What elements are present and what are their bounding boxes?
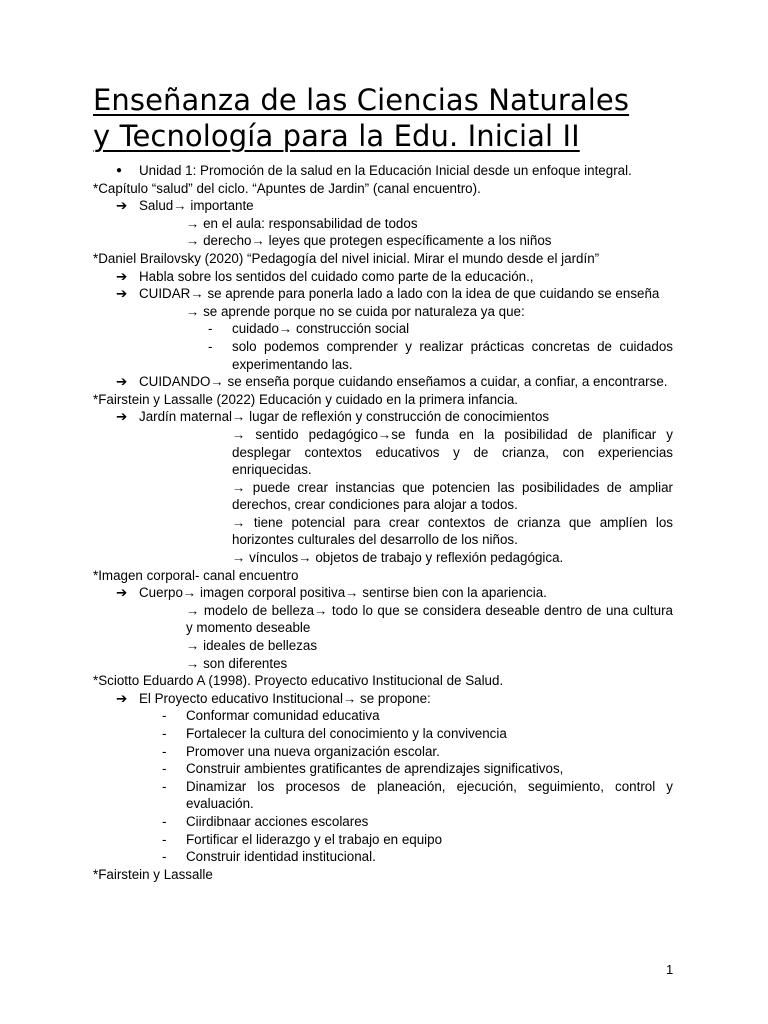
content-line: [93, 567, 673, 585]
content-text: Cuerpo→ imagen corporal positiva→ sentirse bien con la apariencia.: [139, 585, 547, 601]
arrow-bullet-icon: ➔: [116, 286, 128, 302]
content-line: [93, 250, 673, 268]
arrow-bullet-icon: ➔: [116, 409, 128, 425]
content-line: [116, 268, 673, 286]
dash-marker: -: [162, 778, 167, 794]
content-text: Construir ambientes gratificantes de aprendizajes significativos,: [186, 761, 564, 777]
content-line: [162, 813, 673, 831]
dash-marker: -: [162, 726, 167, 741]
content-text: Fortificar el liderazgo y el trabajo en equipo: [186, 831, 443, 847]
content-text: Salud→ importante: [139, 198, 254, 214]
content-text: *Fairstein y Lassalle (2022) Educación y cuidado en la primera infancia.: [93, 391, 519, 407]
content-text: → en el aula: responsabilidad de todos: [186, 215, 418, 231]
content-line: [232, 549, 673, 567]
arrow-bullet-icon: ➔: [116, 198, 128, 214]
content-text: → son diferentes: [186, 655, 288, 671]
content-text: → derecho→ leyes que protegen específicamente a los niños: [186, 233, 552, 249]
content-line: [232, 426, 673, 479]
content-text: → modelo de belleza→ todo lo que se considera deseable dentro de una cultura y momento deseable: [186, 602, 673, 636]
content-line: [162, 743, 673, 761]
content-line: [162, 778, 673, 813]
content-line: [162, 725, 673, 743]
content-text: → puede crear instancias que potencien las posibilidades de ampliar derechos, crear condiciones para alojar a todos.: [232, 479, 673, 513]
content-line: [208, 320, 673, 338]
content-line: [116, 285, 673, 303]
content-text: CUIDANDO→ se enseña porque cuidando enseñamos a cuidar, a confiar, a encontrarse.: [139, 374, 668, 390]
dash-marker: -: [162, 761, 167, 777]
content-line: [186, 655, 673, 673]
arrow-bullet-icon: ➔: [116, 374, 128, 390]
content-text: *Fairstein y Lassalle: [93, 866, 213, 882]
dash-marker: -: [162, 849, 167, 865]
arrow-bullet-icon: ➔: [116, 268, 128, 284]
content-line: [162, 831, 673, 849]
bullet-icon: ●: [116, 165, 123, 176]
arrow-bullet-icon: ➔: [116, 585, 128, 601]
content-line: [186, 303, 673, 321]
content-text: → se aprende porque no se cuida por naturaleza ya que:: [186, 303, 525, 319]
content-line: [116, 408, 673, 426]
content-line: [116, 373, 673, 391]
content-text: Dinamizar los procesos de planeación, ejecución, seguimiento, control y evaluación.: [186, 778, 673, 812]
content-text: *Imagen corporal- canal encuentro: [93, 567, 299, 583]
content-line: [162, 760, 673, 778]
content-line: [93, 672, 673, 690]
content-text: Unidad 1: Promoción de la salud en la Educación Inicial desde un enfoque integral.: [139, 163, 632, 178]
content-line: [162, 707, 673, 725]
content-line: [186, 215, 673, 233]
content-text: → ideales de bellezas: [186, 638, 318, 654]
content-text: Ciirdibnaar acciones escolares: [186, 813, 369, 829]
title-line-2: y Tecnología para la Edu. Inicial II: [93, 119, 580, 153]
content-text: *Daniel Brailovsky (2020) “Pedagogía del nivel inicial. Mirar el mundo desde el jardín”: [93, 250, 600, 266]
content-text: → sentido pedagógico→se funda en la posibilidad de planificar y desplegar contextos educativos y de crianza, con experiencias enriquecidas.: [232, 426, 673, 478]
title-line-1: Enseñanza de las Ciencias Naturales: [93, 83, 630, 117]
content-line: [93, 866, 673, 884]
content-text: Jardín maternal→ lugar de reflexión y construcción de conocimientos: [139, 409, 550, 425]
dash-marker: -: [162, 708, 167, 724]
document-body: [0, 162, 768, 883]
content-text: → vínculos→ objetos de trabajo y reflexión pedagógica.: [232, 550, 564, 566]
content-text: Conformar comunidad educativa: [186, 708, 380, 724]
content-text: → tiene potencial para crear contextos de crianza que amplíen los horizontes culturales del desarrollo de los niños.: [232, 514, 673, 548]
content-line: [116, 197, 673, 215]
dash-marker: -: [162, 831, 167, 847]
content-text: *Capítulo “salud” del ciclo. “Apuntes de Jardin” (canal encuentro).: [93, 180, 481, 196]
content-text: cuidado→ construcción social: [232, 321, 410, 337]
content-line: [116, 162, 673, 180]
content-text: Habla sobre los sentidos del cuidado como parte de la educación.,: [139, 268, 534, 284]
content-text: CUIDAR→ se aprende para ponerla lado a lado con la idea de que cuidando se enseña: [139, 286, 660, 302]
content-text: El Proyecto educativo Institucional→ se propone:: [139, 690, 431, 706]
dash-marker: -: [208, 338, 213, 354]
content-line: [93, 391, 673, 409]
dash-marker: -: [208, 321, 213, 337]
dash-marker: -: [162, 743, 167, 759]
content-text: Fortalecer la cultura del conocimiento y la convivencia: [186, 726, 507, 741]
content-line: [116, 584, 673, 602]
content-line: [186, 637, 673, 655]
content-text: Promover una nueva organización escolar.: [186, 743, 440, 759]
dash-marker: -: [162, 813, 167, 829]
content-line: [186, 602, 673, 637]
content-line: [93, 180, 673, 198]
content-text: Construir identidad institucional.: [186, 849, 376, 865]
content-text: *Sciotto Eduardo A (1998). Proyecto educativo Institucional de Salud.: [93, 673, 504, 689]
content-line: [208, 338, 673, 373]
content-text: solo podemos comprender y realizar prácticas concretas de cuidados experimentando las.: [232, 338, 673, 372]
content-line: [232, 479, 673, 514]
page-number: 1: [666, 962, 674, 977]
content-line: [116, 690, 673, 708]
content-line: [162, 848, 673, 866]
content-line: [232, 514, 673, 549]
content-line: [186, 232, 673, 250]
arrow-bullet-icon: ➔: [116, 690, 128, 706]
page-title: [93, 82, 683, 154]
